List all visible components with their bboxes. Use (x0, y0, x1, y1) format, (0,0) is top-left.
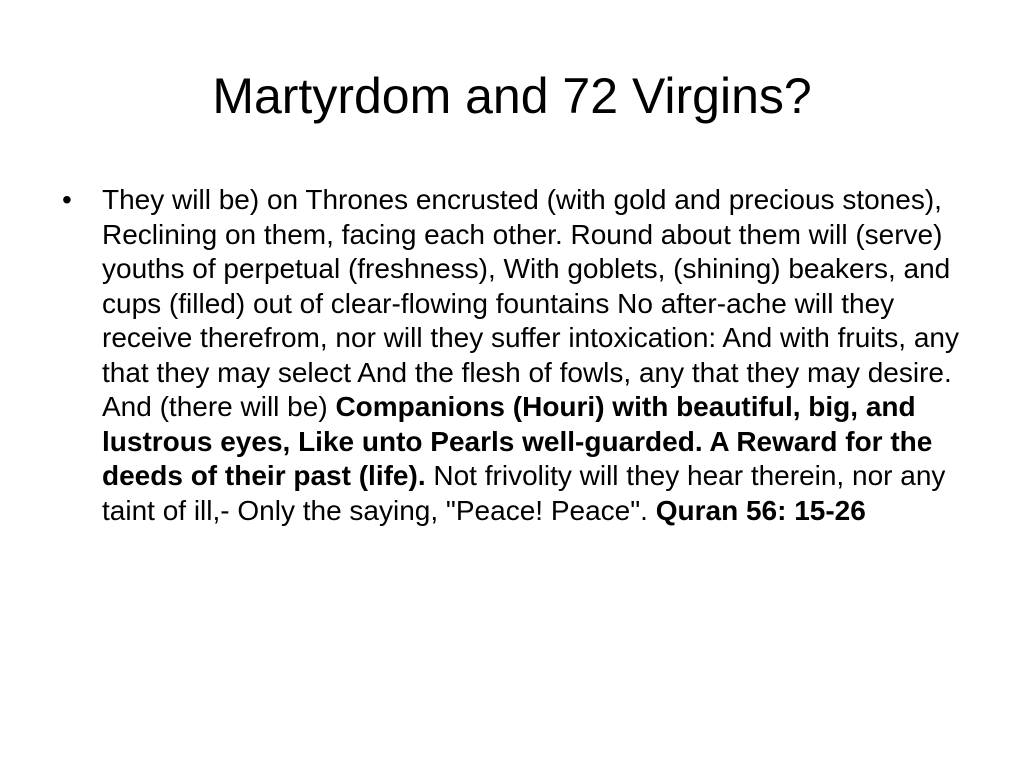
bullet-text-companions: Companions (Houri) with beautiful, big, and lustrous eyes, Like unto Pearls well-guarded. A Reward for the deeds of their past (life). (102, 391, 933, 491)
bullet-item (62, 183, 962, 528)
slide-title: Martyrdom and 72 Virgins? (212, 68, 812, 124)
bullet-text-intro: They will be) on Thrones encrusted (with gold and precious stones), Reclining on them, facing each other. Round about them will (serve) youths of perpetual (freshness), With goblets, (shining) beakers, and cups (filled) out of clear-flowing fountains No after-ache will they receive therefrom, nor will they suffer intoxication: And with fruits, any that they may select And the flesh of fowls, any that they may desire. And (there will be) (102, 184, 959, 422)
bullet-text-frivolity: Not frivolity will they hear therein, nor any taint of ill,- Only the saying, "Peace! Peace". (102, 460, 946, 526)
bullet-list (62, 183, 962, 528)
bullet-text-citation: Quran 56: 15-26 (655, 494, 866, 526)
bullet-dot-icon: • (62, 184, 72, 215)
